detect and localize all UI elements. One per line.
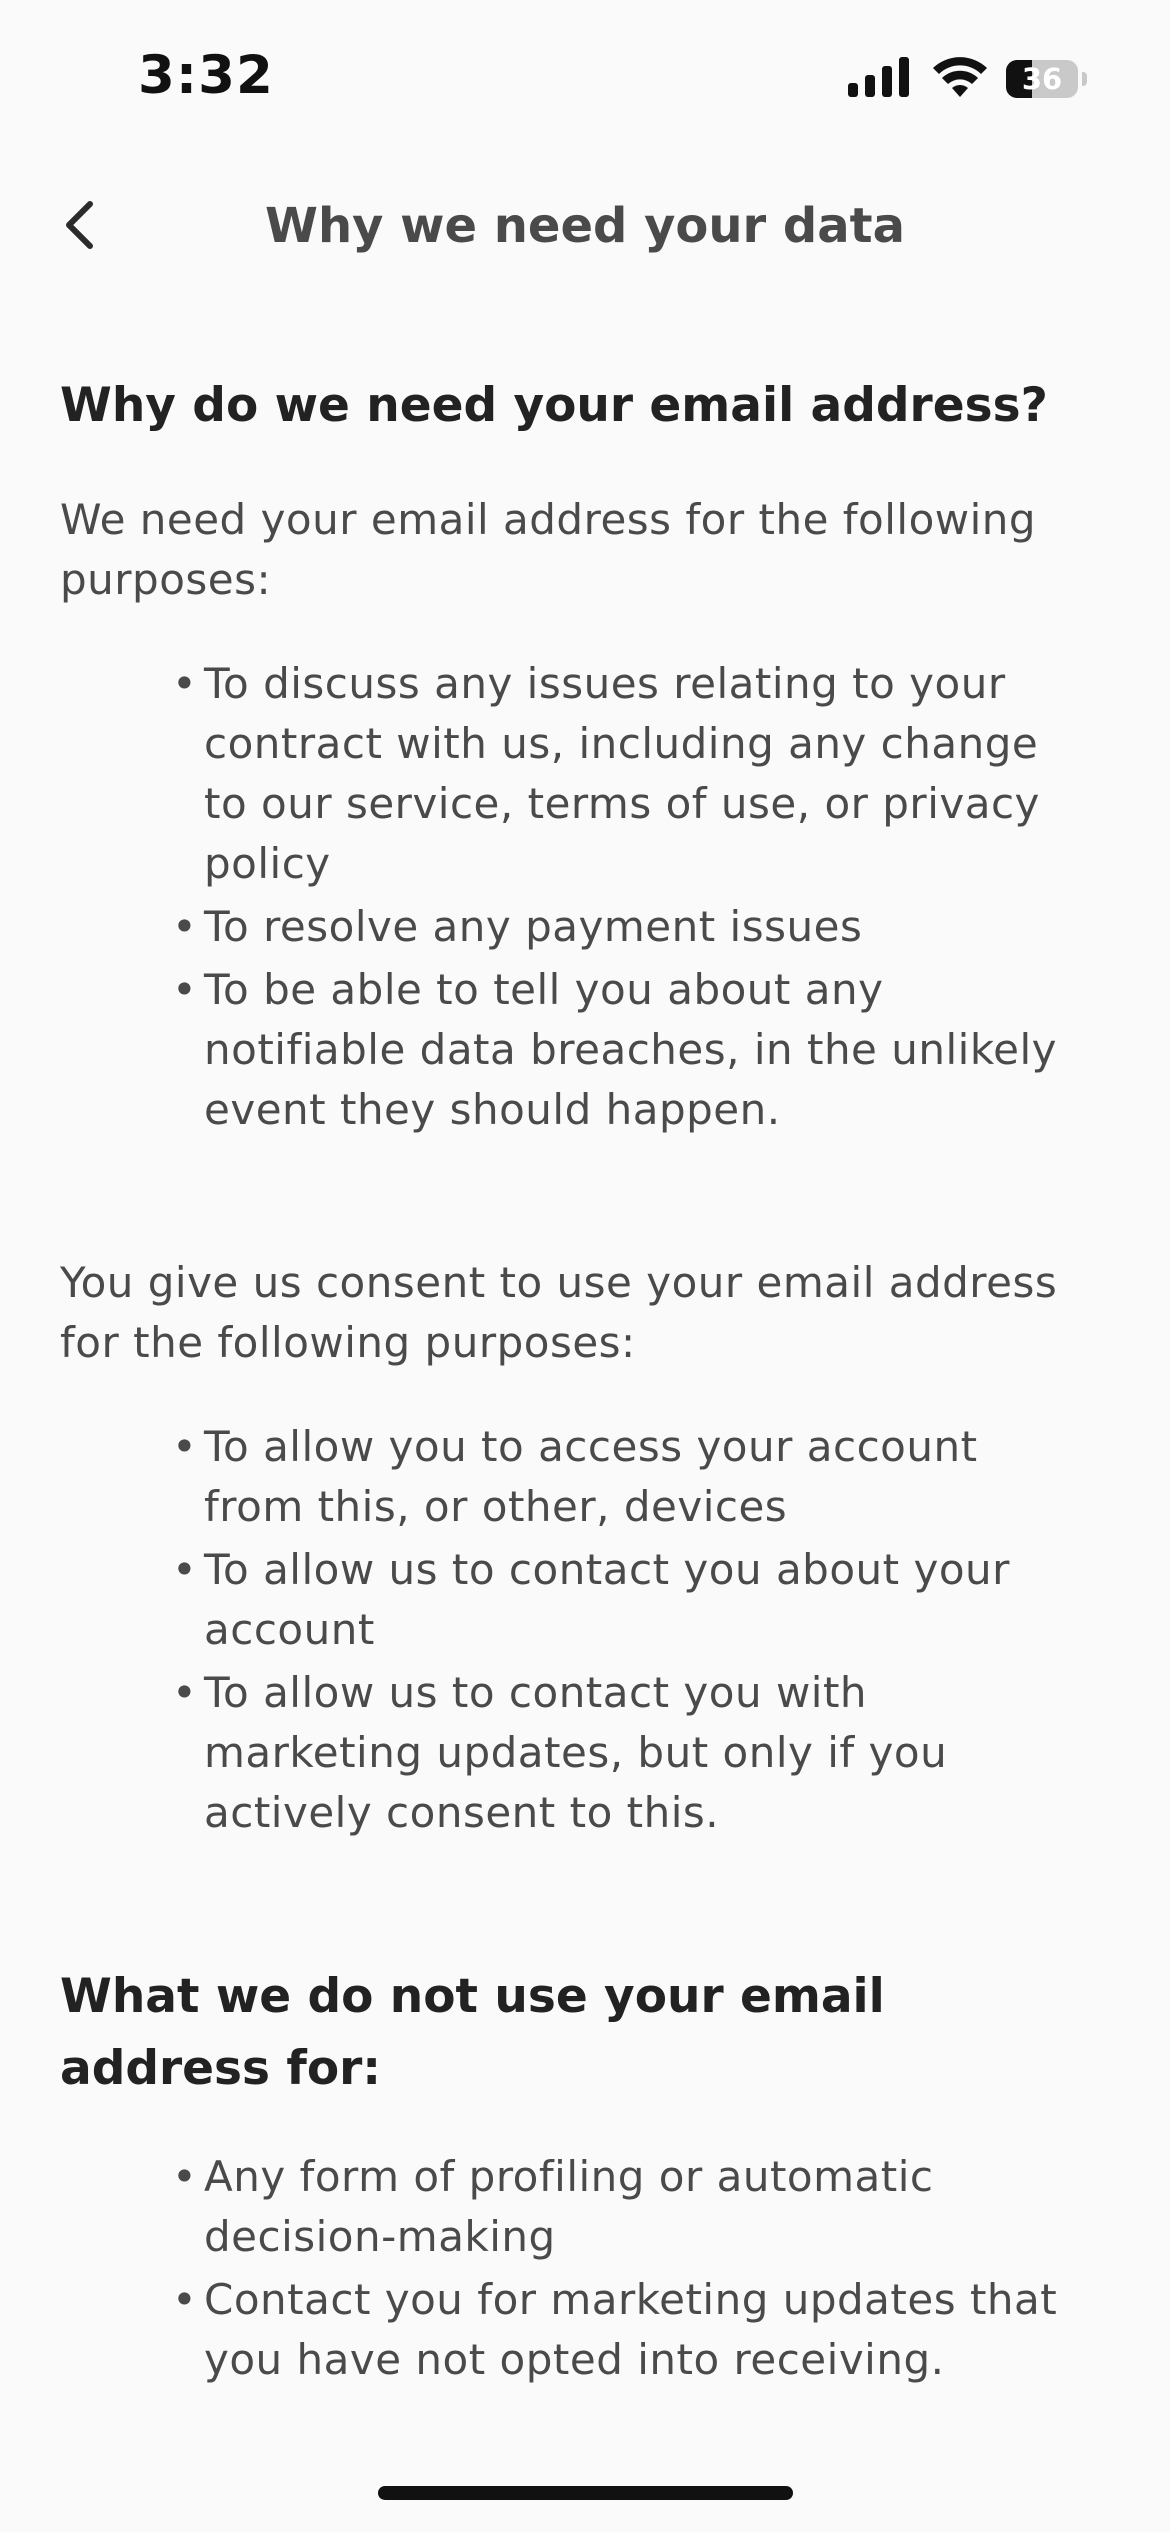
list-item: • To allow you to access your account from this, or other, devices [172,1422,978,1531]
list-item: • To allow us to contact you about your account [172,1545,1010,1654]
list-item: • To discuss any issues relating to your contract with us, including any change to our service, terms of use, or privacy policy [172,659,1040,888]
consent-intro: You give us consent to use your email address for the following purposes: [60,1258,1058,1367]
list-item: • To be able to tell you about any notifiable data breaches, in the unlikely event they should happen. [172,965,1058,1134]
purposes-intro: We need your email address for the following purposes: [60,495,1037,604]
list-item: • To allow us to contact you with marketing updates, but only if you actively consent to this. [172,1668,948,1837]
status-bar [0,0,1170,150]
navigation-bar [0,180,1170,270]
not-used-heading: What we do not use your email address for: [60,1969,885,2096]
status-icons [848,50,1088,110]
not-used-list [60,2147,1080,2390]
battery-icon [1006,60,1078,98]
list-item: • Contact you for marketing updates that you have not opted into receiving. [172,2275,1058,2384]
content [60,370,1080,2393]
status-time: 3:32 [138,45,274,106]
battery-level: 36 [1021,62,1063,96]
purposes-list [60,654,1080,1140]
home-indicator[interactable] [378,2486,793,2500]
list-item: • Any form of profiling or automatic decision-making [172,2152,934,2261]
wifi-icon [932,55,988,97]
list-item: • To resolve any payment issues [172,902,863,951]
email-heading: Why do we need your email address? [60,378,1048,433]
consent-list [60,1417,1080,1843]
cellular-signal-icon [848,57,910,97]
page-title: Why we need your data [265,198,905,254]
